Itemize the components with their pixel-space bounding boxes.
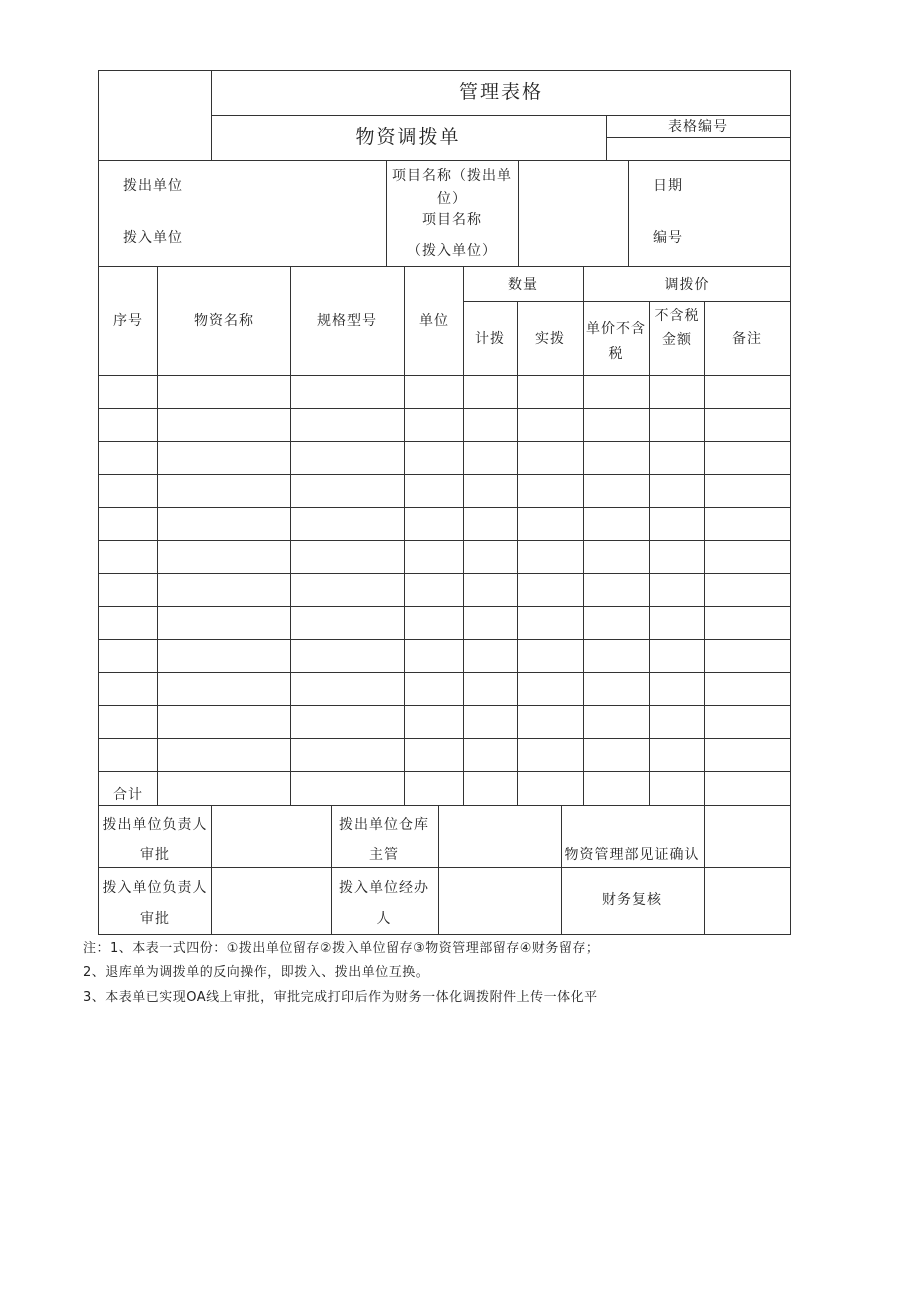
in-handler-label-line2: 人 [376, 911, 392, 927]
witness-label: 物资管理部见证确认 [564, 847, 700, 863]
project-in-label-line1: 项目名称 [422, 212, 482, 228]
info-divider-3 [628, 160, 629, 266]
sign-divider-4 [561, 805, 562, 935]
col-line-name [290, 266, 291, 805]
out-unit-label: 拨出单位 [123, 178, 183, 194]
out-warehouse-label-line1: 拨出单位仓库 [339, 817, 429, 833]
out-warehouse-label-line2: 主管 [369, 847, 399, 863]
witness-signature-field[interactable] [705, 806, 790, 866]
col-line-actual [583, 266, 584, 805]
in-head-signature-field[interactable] [212, 868, 330, 934]
out-head-signature-field[interactable] [212, 806, 330, 866]
form-title: 物资调拨单 [355, 126, 461, 148]
row-line [98, 672, 791, 673]
number-field[interactable] [690, 213, 790, 265]
header-line-1 [211, 115, 791, 116]
col-header-remark: 备注 [732, 331, 762, 347]
in-head-label-line2: 审批 [140, 911, 170, 927]
project-field[interactable] [519, 161, 627, 265]
form-number-label: 表格编号 [668, 119, 728, 135]
col-line-amount [704, 301, 705, 805]
in-handler-signature-field[interactable] [439, 868, 560, 934]
note-line-2: 2、退库单为调拨单的反向操作，即拨入、拨出单位互换。 [83, 965, 430, 980]
sign-divider-2 [331, 805, 332, 935]
info-divider-1 [386, 160, 387, 266]
project-in-label-line2: （拨入单位） [407, 243, 497, 259]
col-header-unit: 单位 [419, 313, 449, 329]
total-label: 合计 [113, 787, 143, 803]
project-out-label-line1: 项目名称（拨出单 [392, 168, 512, 184]
group-header-line [463, 301, 791, 302]
row-line [98, 540, 791, 541]
row-line [98, 705, 791, 706]
row-line [98, 441, 791, 442]
in-handler-label-line1: 拨入单位经办 [339, 880, 429, 896]
col-line-unit [463, 266, 464, 805]
out-unit-field[interactable] [200, 161, 385, 211]
col-line-price [649, 301, 650, 805]
col-header-seq: 序号 [113, 313, 143, 329]
row-line [98, 474, 791, 475]
date-label: 日期 [653, 178, 683, 194]
col-header-actual: 实拨 [535, 331, 565, 347]
row-line [98, 771, 791, 772]
col-header-amount-line2: 金额 [662, 332, 692, 348]
col-header-name: 物资名称 [194, 313, 254, 329]
finance-label: 财务复核 [602, 892, 662, 908]
out-warehouse-signature-field[interactable] [439, 806, 560, 866]
main-title: 管理表格 [458, 81, 544, 103]
row-line [98, 639, 791, 640]
number-label: 编号 [653, 230, 683, 246]
col-header-plan: 计拨 [475, 331, 505, 347]
date-field[interactable] [690, 161, 790, 211]
group-header-qty: 数量 [508, 277, 538, 293]
row-line [98, 738, 791, 739]
project-out-label-line2: 位） [437, 191, 467, 207]
out-head-label-line2: 审批 [140, 847, 170, 863]
in-unit-label: 拨入单位 [123, 230, 183, 246]
info-bottom-line [98, 266, 791, 267]
col-header-amount-line1: 不含税 [654, 308, 700, 324]
group-header-price: 调拨价 [664, 277, 710, 293]
table-header-bottom [98, 375, 791, 376]
col-line-spec [404, 266, 405, 805]
note-line-3: 3、本表单已实现OA线上审批，审批完成打印后作为财务一体化调拨附件上传一体化平 [83, 990, 598, 1005]
row-line [98, 507, 791, 508]
out-head-label-line1: 拨出单位负责人 [102, 817, 208, 833]
in-head-label-line1: 拨入单位负责人 [102, 880, 208, 896]
finance-signature-field[interactable] [705, 868, 790, 934]
row-line [98, 408, 791, 409]
in-unit-field[interactable] [200, 213, 385, 265]
row-line [98, 606, 791, 607]
col-line-plan [517, 301, 518, 805]
col-header-price-line1: 单价不含 [586, 321, 646, 337]
col-line-seq [157, 266, 158, 805]
form-number-field[interactable] [607, 138, 790, 159]
row-line [98, 573, 791, 574]
note-line-1: 注：1、本表一式四份：①拨出单位留存②拨入单位留存③物资管理部留存④财务留存； [83, 941, 600, 956]
col-header-spec: 规格型号 [317, 313, 377, 329]
col-header-price-line2: 税 [608, 346, 624, 362]
